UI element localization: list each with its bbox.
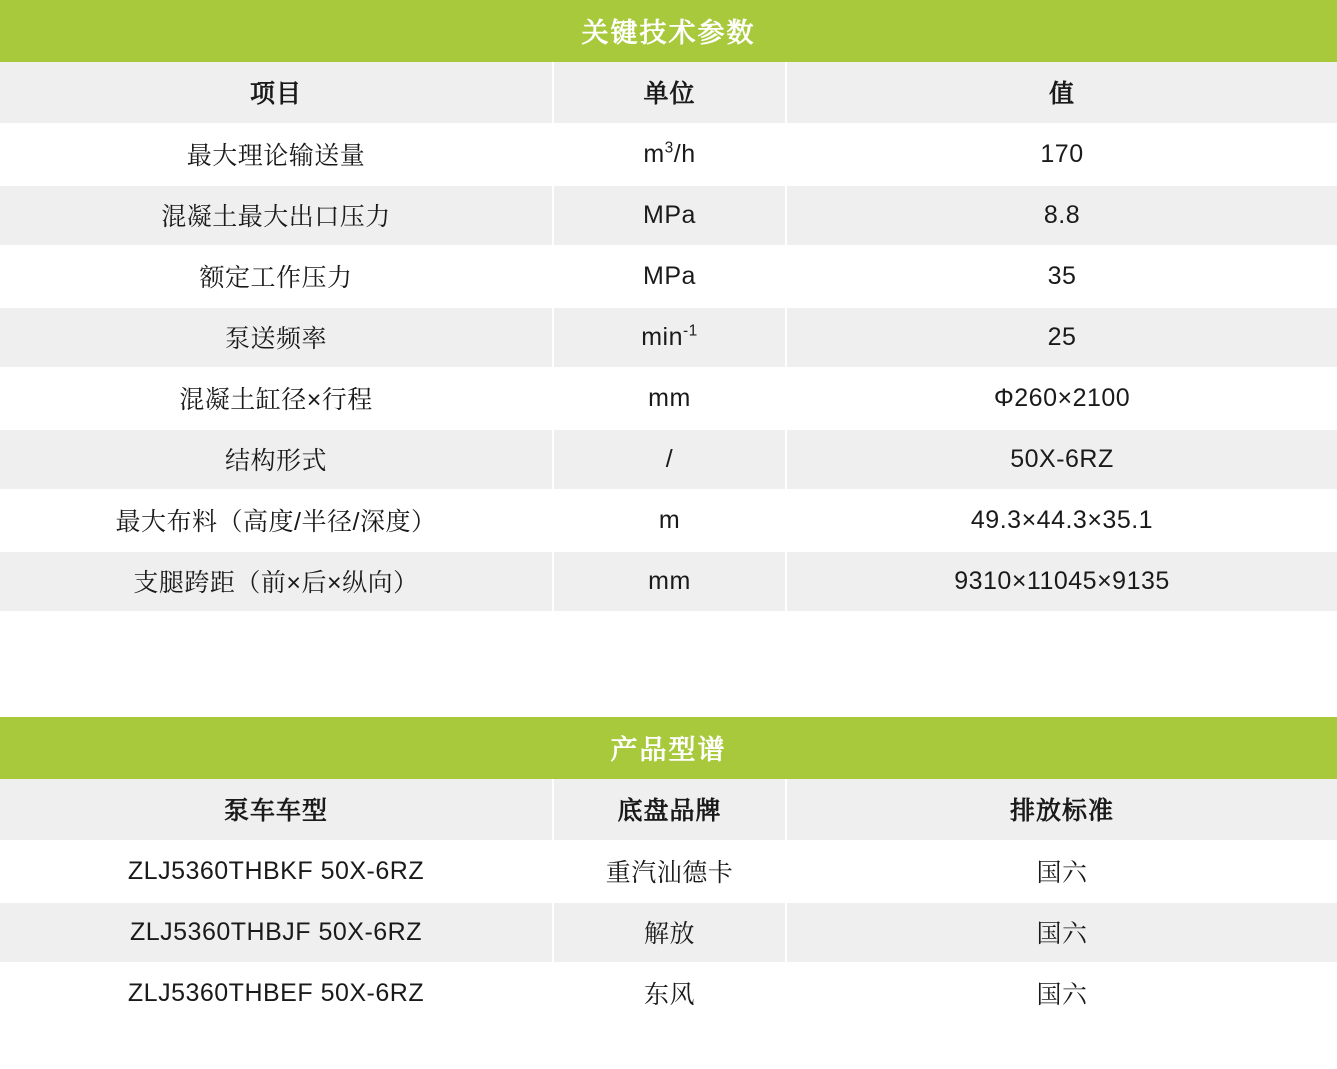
row-item: 结构形式	[0, 429, 553, 490]
table-row	[0, 902, 1337, 963]
column-header-unit: 单位	[553, 62, 786, 124]
row-emission-standard: 国六	[786, 963, 1337, 1024]
row-value: 8.8	[786, 185, 1337, 246]
row-chassis-brand: 解放	[553, 902, 786, 963]
row-unit: mm	[553, 368, 786, 429]
table-header-row	[0, 62, 1337, 124]
table-spacer	[0, 613, 1337, 717]
table-row	[0, 490, 1337, 551]
row-unit: mm	[553, 551, 786, 612]
row-model: ZLJ5360THBEF 50X-6RZ	[0, 963, 553, 1024]
row-value: Φ260×2100	[786, 368, 1337, 429]
row-emission-standard: 国六	[786, 841, 1337, 902]
product-lineup-table	[0, 717, 1337, 1025]
table-row	[0, 185, 1337, 246]
table-title: 产品型谱	[0, 717, 1337, 779]
row-value: 9310×11045×9135	[786, 551, 1337, 612]
table-header-row	[0, 779, 1337, 841]
row-item: 额定工作压力	[0, 246, 553, 307]
row-model: ZLJ5360THBJF 50X-6RZ	[0, 902, 553, 963]
row-chassis-brand: 重汽汕德卡	[553, 841, 786, 902]
row-value: 170	[786, 124, 1337, 185]
table-title-row	[0, 717, 1337, 779]
table-row	[0, 307, 1337, 368]
table-row	[0, 551, 1337, 612]
table-row	[0, 963, 1337, 1024]
table-row	[0, 841, 1337, 902]
column-header-value: 值	[786, 62, 1337, 124]
table-row	[0, 124, 1337, 185]
row-model: ZLJ5360THBKF 50X-6RZ	[0, 841, 553, 902]
row-chassis-brand: 东风	[553, 963, 786, 1024]
row-item: 最大理论输送量	[0, 124, 553, 185]
row-item: 支腿跨距（前×后×纵向）	[0, 551, 553, 612]
row-item: 混凝土最大出口压力	[0, 185, 553, 246]
row-value: 49.3×44.3×35.1	[786, 490, 1337, 551]
row-value: 35	[786, 246, 1337, 307]
table-title-row	[0, 0, 1337, 62]
row-unit: MPa	[553, 246, 786, 307]
row-unit: /	[553, 429, 786, 490]
column-header-item: 项目	[0, 62, 553, 124]
row-item: 泵送频率	[0, 307, 553, 368]
column-header-model: 泵车车型	[0, 779, 553, 841]
row-unit: $m^3/h$	[553, 124, 786, 185]
row-unit: MPa	[553, 185, 786, 246]
table-row	[0, 246, 1337, 307]
row-unit: $\min^{-1}$	[553, 307, 786, 368]
table-row	[0, 429, 1337, 490]
page-bottom-spacer	[0, 1025, 1337, 1069]
row-value: 50X-6RZ	[786, 429, 1337, 490]
column-header-emission-standard: 排放标准	[786, 779, 1337, 841]
row-emission-standard: 国六	[786, 902, 1337, 963]
column-header-chassis-brand: 底盘品牌	[553, 779, 786, 841]
row-item: 混凝土缸径×行程	[0, 368, 553, 429]
table-title: 关键技术参数	[0, 0, 1337, 62]
row-unit: m	[553, 490, 786, 551]
table-row	[0, 368, 1337, 429]
row-value: 25	[786, 307, 1337, 368]
row-item: 最大布料（高度/半径/深度）	[0, 490, 553, 551]
